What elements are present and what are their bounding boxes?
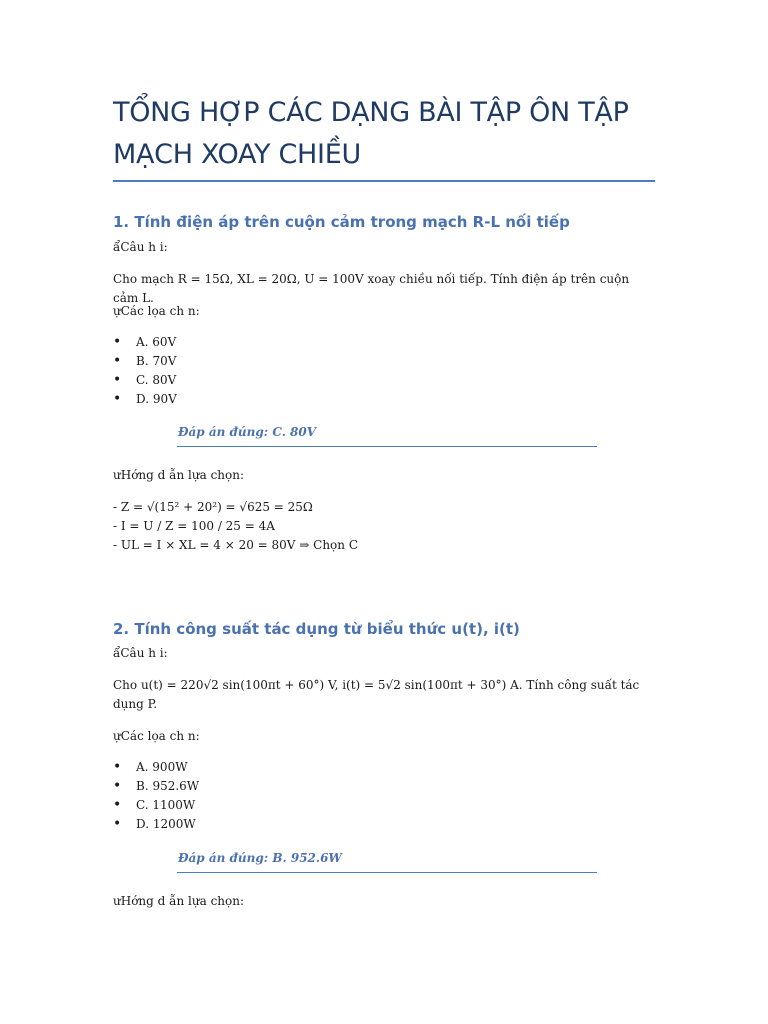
option-item: [113, 815, 199, 834]
bullet-icon: •: [113, 353, 122, 369]
option-item: [113, 371, 177, 390]
option-text: A. 60V: [136, 335, 177, 349]
option-text: B. 952.6W: [136, 779, 200, 793]
option-text: C. 1100W: [136, 798, 196, 812]
section-2-guide-label: ưHớng d ẫn lựa chọn:: [113, 894, 245, 908]
section-2-options-list: [113, 758, 199, 834]
section-1-solution-line: - Z = √(15² + 20²) = √625 = 25Ω: [113, 500, 313, 514]
option-item: [113, 777, 199, 796]
bullet-icon: •: [113, 816, 122, 832]
section-2-question-label: ẩCâu h i:: [113, 646, 168, 660]
option-item: [113, 333, 177, 352]
bullet-icon: •: [113, 372, 122, 388]
section-1-options-list: [113, 333, 177, 409]
option-item: [113, 758, 199, 777]
section-2-question-text: Cho u(t) = 220√2 sin(100πt + 60°) V, i(t) = 5√2 sin(100πt + 30°) A. Tính công suất tác dụng P.: [113, 678, 640, 711]
bullet-icon: •: [113, 797, 122, 813]
option-text: C. 80V: [136, 373, 177, 387]
bullet-icon: •: [113, 334, 122, 350]
section-2-options-label: ựCác lọa ch n:: [113, 729, 200, 743]
option-text: D. 1200W: [136, 817, 196, 831]
option-text: A. 900W: [136, 760, 188, 774]
section-2-answer: Đáp án đúng: B. 952.6W: [177, 851, 597, 873]
title-divider: [113, 180, 655, 182]
document-title: TỔNG HỢP CÁC DẠNG BÀI TẬP ÔN TẬP MẠCH XOAY CHIỀU: [113, 97, 629, 170]
option-text: D. 90V: [136, 392, 177, 406]
section-1-question-text: Cho mạch R = 15Ω, XL = 20Ω, U = 100V xoay chiều nối tiếp. Tính điện áp trên cuộn cảm L.: [113, 272, 630, 305]
option-item: [113, 796, 199, 815]
section-1-solution-line: - I = U / Z = 100 / 25 = 4A: [113, 519, 275, 533]
option-item: [113, 352, 177, 371]
bullet-icon: •: [113, 759, 122, 775]
section-2-heading: 2. Tính công suất tác dụng từ biểu thức u(t), i(t): [113, 620, 520, 638]
section-1-solution-line: - UL = I × XL = 4 × 20 = 80V ⇒ Chọn C: [113, 538, 359, 552]
section-1-options-label: ựCác lọa ch n:: [113, 304, 200, 318]
section-1-question-label: ẩCâu h i:: [113, 240, 168, 254]
option-item: [113, 390, 177, 409]
section-1-guide-label: ưHớng d ẫn lựa chọn:: [113, 468, 245, 482]
section-1-heading: 1. Tính điện áp trên cuộn cảm trong mạch R-L nối tiếp: [113, 213, 570, 231]
option-text: B. 70V: [136, 354, 177, 368]
bullet-icon: •: [113, 391, 122, 407]
bullet-icon: •: [113, 778, 122, 794]
section-1-answer: Đáp án đúng: C. 80V: [177, 425, 597, 447]
